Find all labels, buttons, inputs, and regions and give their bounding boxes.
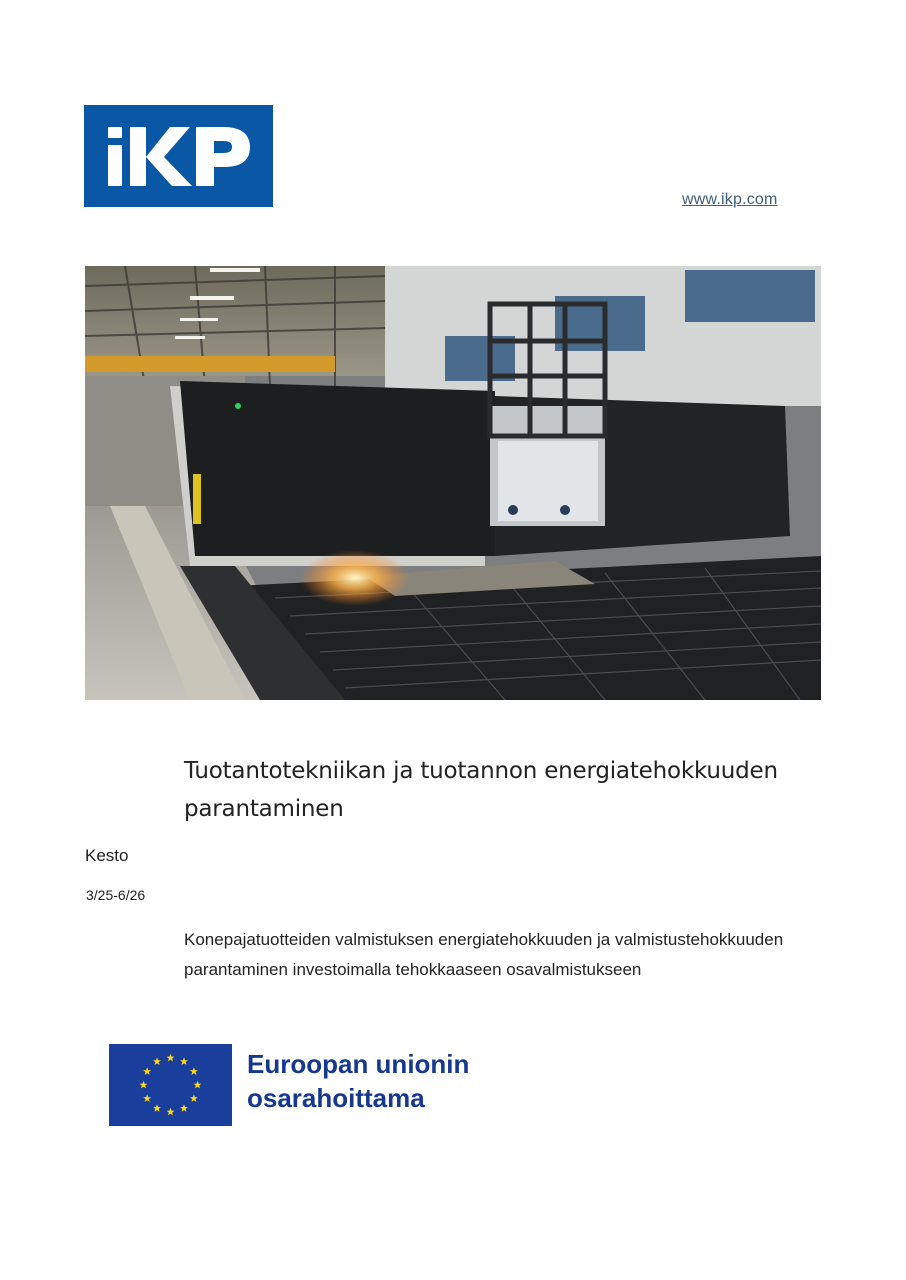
eu-star	[190, 1067, 198, 1075]
eu-star	[180, 1104, 188, 1112]
eu-star	[143, 1094, 151, 1102]
project-description: Konepajatuotteiden valmistuksen energiatehokkuuden ja valmistustehokkuuden parantaminen investoimalla tehokkaaseen osavalmistukseen	[184, 930, 784, 979]
duration-value: 3/25-6/26	[86, 887, 146, 903]
eu-star	[190, 1094, 198, 1102]
eu-funding-badge	[109, 1044, 529, 1126]
website-link[interactable]: www.ikp.com	[682, 191, 778, 208]
laser-cutter-image	[85, 266, 821, 700]
eu-text-line-1: Euroopan unionin	[247, 1049, 470, 1079]
eu-star	[140, 1081, 148, 1089]
ikp-logo-mark	[84, 105, 273, 207]
eu-star	[194, 1081, 202, 1089]
eu-flag-icon	[109, 1044, 232, 1126]
ikp-logo	[84, 105, 273, 207]
eu-star	[167, 1054, 175, 1062]
eu-star	[167, 1108, 175, 1116]
duration-label: Kesto	[85, 846, 129, 865]
eu-text-line-2: osarahoittama	[247, 1083, 425, 1113]
eu-funding-text	[247, 1047, 527, 1115]
eu-star	[180, 1057, 188, 1065]
eu-star	[153, 1104, 161, 1112]
eu-star	[143, 1067, 151, 1075]
factory-photo	[85, 266, 821, 700]
eu-star	[153, 1057, 161, 1065]
page-title: Tuotantotekniikan ja tuotannon energiatehokkuuden parantaminen	[184, 758, 778, 822]
